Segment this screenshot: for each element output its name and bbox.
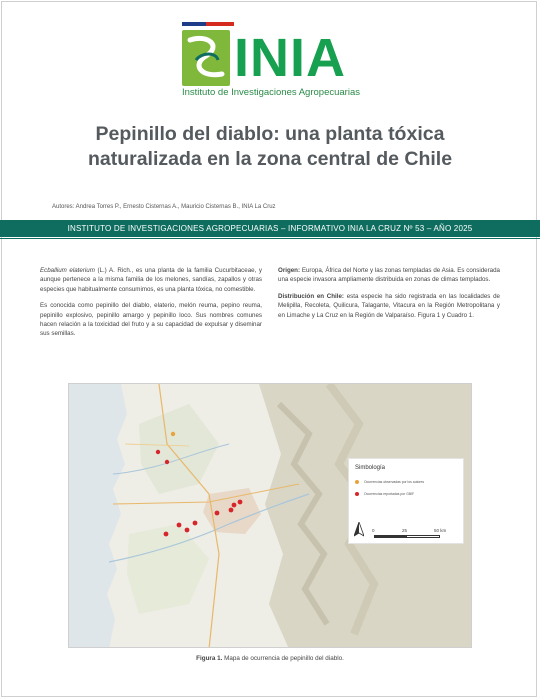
scale-label-0: 0 [372, 528, 375, 533]
north-arrow-icon [354, 522, 364, 538]
intro-text: (L.) A. Rich., es una planta de la familia Cucurbitaceae, y aunque pertenece a la misma familia de los melones, sandías, zapallos y otras especies que habitualmente consumimos, es una planta tóxica, no comestible. [40, 267, 262, 293]
document-title [60, 122, 480, 172]
origin-text: Europa, África del Norte y las zonas templadas de Asia. Es considerada una especie invasora ampliamente distribuida en zonas de climas templados. [278, 267, 500, 284]
authors-line: Autores: Andrea Torres P., Ernesto Cisternas A., Mauricio Cisternas B., INIA La Cruz [52, 204, 276, 210]
figure-label: Figura 1. [196, 655, 223, 662]
distribution-paragraph [278, 292, 500, 320]
legend-label-gbif: Ocurrencias reportadas por GBIF [364, 492, 415, 496]
scientific-name: Ecballium elaterium [40, 267, 95, 274]
title-line-2: naturalizada en la zona central de Chile [87, 148, 453, 170]
common-names-paragraph: Es conocida como pepinillo del diablo, elaterio, melón reuma, pepino reuma, pepinillo explosivo, pepinillo amargo y pepinillo loco. Sus nombres comunes hacen relación a la toxicidad del fruto y a su capacidad de expulsar y diseminar sus semillas. [40, 302, 262, 338]
scale-label-25: 25 [402, 528, 408, 533]
orange-dot-icon [355, 480, 359, 484]
chile-flag-stripe [182, 22, 234, 26]
legend-item-observed [355, 480, 424, 484]
figure-caption [0, 655, 540, 662]
right-column [278, 266, 500, 327]
figure-text: Mapa de ocurrencia de pepinillo del diablo. [222, 655, 344, 662]
scale-bar [372, 528, 452, 540]
scale-label-50: 50 km [434, 528, 447, 533]
distribution-label: Distribución en Chile: [278, 292, 344, 300]
inia-logo [178, 16, 368, 98]
logo-subtitle: Instituto de Investigaciones Agropecuarias [182, 87, 360, 98]
distribution-text: esta especie ha sido registrada en las localidades de Melipilla, Recoleta, Quilicura, Talagante, Vitacura en la Región Metropolitana y en Limache y La Cruz en la Región de Valparaíso. Figura 1 y Cuadro 1. [278, 292, 500, 319]
origin-label: Origen: [278, 267, 301, 274]
inia-leaf-icon [182, 30, 230, 86]
publication-banner: INSTITUTO DE INVESTIGACIONES AGROPECUARIAS – INFORMATIVO INIA LA CRUZ Nº 53 – AÑO 2025 [0, 220, 540, 237]
title-line-1: Pepinillo del diablo: una planta tóxica [95, 123, 445, 145]
legend-item-gbif [355, 492, 414, 496]
red-dot-icon [355, 492, 359, 496]
logo-wordmark: INIA [234, 28, 346, 88]
left-column [40, 266, 262, 346]
legend-label-observed: Ocurrencias observadas por los autores [364, 480, 425, 484]
banner-underline [0, 238, 540, 239]
origin-paragraph [278, 266, 500, 285]
scale-bar-graphic [374, 535, 440, 538]
legend-title: Simbología [355, 465, 386, 471]
intro-paragraph [40, 266, 262, 294]
